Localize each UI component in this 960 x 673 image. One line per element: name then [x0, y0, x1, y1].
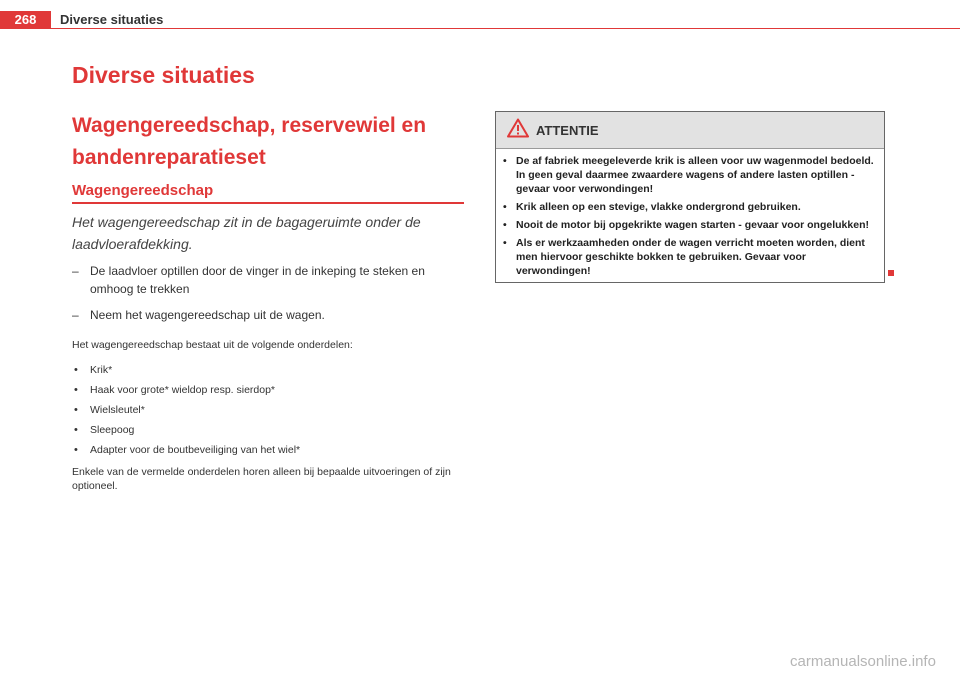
- subsection-title: Wagengereedschap: [72, 182, 214, 199]
- dash-marker: –: [72, 308, 79, 322]
- warning-box: [495, 111, 885, 283]
- bullet: •: [503, 219, 507, 231]
- intro-text: Het wagengereedschap zit in de bagageruimte onder de laadvloerafdekking.: [72, 214, 421, 252]
- main-title: Diverse situaties: [72, 62, 255, 88]
- parts-intro: Het wagengereedschap bestaat uit de volgende onderdelen:: [72, 339, 353, 351]
- watermark: carmanualsonline.info: [790, 653, 936, 670]
- dash-marker: –: [72, 264, 79, 278]
- part-text: Adapter voor de boutbeveiliging van het wiel*: [90, 444, 301, 456]
- step-text: Neem het wagengereedschap uit de wagen.: [90, 308, 325, 322]
- section-title: Wagengereedschap, reservewiel en bandenreparatieset: [72, 114, 427, 169]
- bullet: •: [74, 384, 78, 396]
- header-title: Diverse situaties: [60, 12, 164, 27]
- step-item: [72, 306, 464, 324]
- step-item: [72, 262, 464, 298]
- header-rule: [0, 28, 960, 29]
- part-text: Wielsleutel*: [90, 404, 145, 416]
- note-text: Enkele van de vermelde onderdelen horen alleen bij bepaalde uitvoeringen of zijn optioneel.: [72, 466, 451, 492]
- warning-item: [502, 200, 878, 214]
- bullet: •: [503, 201, 507, 213]
- parts-list-item: [72, 423, 464, 437]
- bullet: •: [503, 155, 507, 167]
- parts-list-item: [72, 383, 464, 397]
- part-text: Krik*: [90, 364, 113, 376]
- bullet: •: [503, 237, 507, 249]
- warning-item-text: Nooit de motor bij opgekrikte wagen starten - gevaar voor ongelukken!: [516, 219, 869, 231]
- warning-triangle-icon: [507, 118, 529, 138]
- warning-item-text: Als er werkzaamheden onder de wagen verricht moeten worden, dient men hiervoor geschikte bokken te gebruiken. Gevaar voor verwondingen!: [516, 237, 865, 277]
- warning-body: [496, 149, 884, 278]
- bullet: •: [74, 404, 78, 416]
- bullet: •: [74, 444, 78, 456]
- step-text: De laadvloer optillen door de vinger in de inkeping te steken en omhoog te trekken: [90, 264, 425, 296]
- parts-list-item: [72, 443, 464, 457]
- warning-item-text: Krik alleen op een stevige, vlakke ondergrond gebruiken.: [516, 201, 801, 213]
- warning-header: [496, 112, 884, 149]
- parts-list-item: [72, 403, 464, 417]
- subsection-rule: [72, 202, 464, 204]
- bullet: •: [74, 364, 78, 376]
- warning-item: [502, 218, 878, 232]
- parts-list-item: [72, 363, 464, 377]
- warning-title: ATTENTIE: [536, 123, 599, 138]
- page-number: 268: [0, 11, 51, 28]
- warning-item: [502, 154, 878, 196]
- bullet: •: [74, 424, 78, 436]
- warning-item-text: De af fabriek meegeleverde krik is alleen voor uw wagenmodel bedoeld. In geen geval daarmee zwaardere wagens of andere lasten optillen - gevaar voor verwondingen!: [516, 155, 874, 195]
- warning-item: [502, 236, 878, 278]
- part-text: Haak voor grote* wieldop resp. sierdop*: [90, 384, 276, 396]
- page-header: [0, 0, 960, 30]
- section-end-marker: [888, 270, 894, 276]
- part-text: Sleepoog: [90, 424, 135, 436]
